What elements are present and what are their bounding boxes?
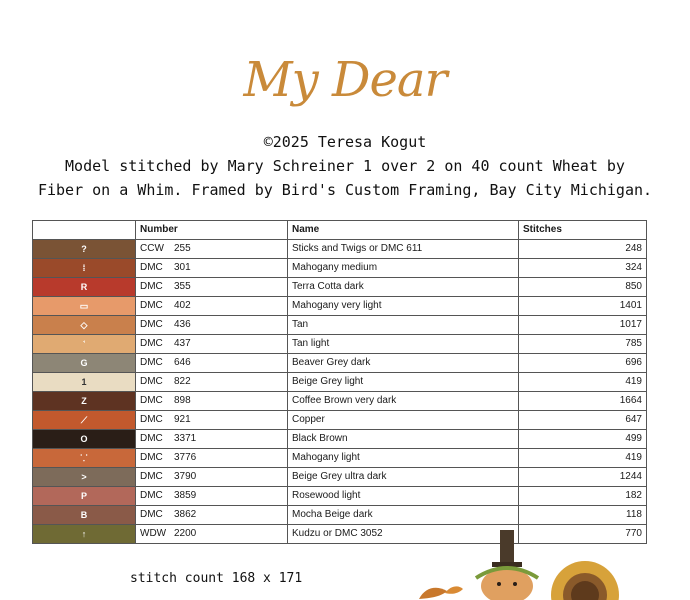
stitch-total: 499	[519, 430, 647, 449]
thread-number	[136, 354, 288, 373]
thread-name: Coffee Brown very dark	[288, 392, 519, 411]
table-row	[33, 240, 647, 259]
thread-code: 3859	[174, 490, 197, 501]
color-swatch: >	[33, 468, 136, 487]
table-row	[33, 506, 647, 525]
stitch-total: 1244	[519, 468, 647, 487]
stitch-total: 182	[519, 487, 647, 506]
header-symbol	[33, 221, 136, 240]
color-swatch: P	[33, 487, 136, 506]
thread-brand: DMC	[140, 300, 163, 311]
color-swatch: 1	[33, 373, 136, 392]
model-credit-line-1: Model stitched by Mary Schreiner 1 over 2 on 40 count Wheat by	[65, 157, 625, 175]
thread-number	[136, 335, 288, 354]
thread-name: Sticks and Twigs or DMC 611	[288, 240, 519, 259]
thread-brand: DMC	[140, 319, 163, 330]
color-swatch: O	[33, 430, 136, 449]
thread-brand: DMC	[140, 471, 163, 482]
thread-name: Beaver Grey dark	[288, 354, 519, 373]
thread-code: 437	[174, 338, 191, 349]
stitch-total: 248	[519, 240, 647, 259]
copyright-line: ©2025 Teresa Kogut	[263, 133, 427, 151]
thread-number	[136, 297, 288, 316]
thread-name: Tan	[288, 316, 519, 335]
thread-code: 3371	[174, 433, 197, 444]
thread-number	[136, 430, 288, 449]
thread-code: 255	[174, 243, 191, 254]
table-row	[33, 297, 647, 316]
thread-brand: DMC	[140, 376, 163, 387]
thread-brand: DMC	[140, 509, 163, 520]
thread-code: 822	[174, 376, 191, 387]
thread-code: 921	[174, 414, 191, 425]
thread-name: Beige Grey light	[288, 373, 519, 392]
table-row	[33, 468, 647, 487]
thread-code: 402	[174, 300, 191, 311]
thread-number	[136, 525, 288, 544]
header-name: Name	[288, 221, 519, 240]
thread-code: 3862	[174, 509, 197, 520]
thread-brand: DMC	[140, 281, 163, 292]
thread-name: Mahogany light	[288, 449, 519, 468]
thread-brand: DMC	[140, 433, 163, 444]
thread-number	[136, 487, 288, 506]
thread-number	[136, 278, 288, 297]
thread-code: 301	[174, 262, 191, 273]
table-row	[33, 316, 647, 335]
scarecrow-artwork-icon	[470, 528, 545, 600]
thread-number	[136, 316, 288, 335]
table-row	[33, 354, 647, 373]
color-swatch: ◇	[33, 316, 136, 335]
table-row	[33, 430, 647, 449]
thread-brand: DMC	[140, 357, 163, 368]
table-row	[33, 259, 647, 278]
thread-name: Black Brown	[288, 430, 519, 449]
thread-brand: WDW	[140, 528, 167, 539]
thread-code: 3790	[174, 471, 197, 482]
thread-brand: DMC	[140, 395, 163, 406]
thread-brand: DMC	[140, 414, 163, 425]
thread-key-table	[32, 220, 647, 544]
header-stitches: Stitches	[519, 221, 647, 240]
page-title: My Dear	[243, 52, 447, 108]
stitch-total: 419	[519, 373, 647, 392]
color-swatch: ⁞	[33, 259, 136, 278]
color-swatch: Z	[33, 392, 136, 411]
table-row	[33, 392, 647, 411]
thread-number	[136, 373, 288, 392]
stitch-total: 647	[519, 411, 647, 430]
table-row	[33, 335, 647, 354]
stitch-total: 770	[519, 525, 647, 544]
thread-code: 646	[174, 357, 191, 368]
stitch-total: 1664	[519, 392, 647, 411]
color-swatch: ▭	[33, 297, 136, 316]
color-swatch	[33, 335, 136, 354]
thread-number	[136, 240, 288, 259]
sunflower-artwork-icon	[547, 555, 623, 600]
stitch-total: 785	[519, 335, 647, 354]
table-header-row	[33, 221, 647, 240]
thread-brand: DMC	[140, 262, 163, 273]
stitch-total: 118	[519, 506, 647, 525]
stitch-count: stitch count 168 x 171	[130, 571, 303, 586]
thread-name: Terra Cotta dark	[288, 278, 519, 297]
thread-code: 355	[174, 281, 191, 292]
stitch-total: 850	[519, 278, 647, 297]
thread-number	[136, 468, 288, 487]
thread-name: Rosewood light	[288, 487, 519, 506]
stitch-total: 324	[519, 259, 647, 278]
thread-brand: DMC	[140, 452, 163, 463]
thread-name: Tan light	[288, 335, 519, 354]
thread-code: 2200	[174, 528, 197, 539]
stitch-total: 1017	[519, 316, 647, 335]
thread-code: 3776	[174, 452, 197, 463]
color-swatch: G	[33, 354, 136, 373]
thread-code: 436	[174, 319, 191, 330]
thread-name: Beige Grey ultra dark	[288, 468, 519, 487]
leaf-artwork-icon	[415, 583, 465, 600]
thread-brand: DMC	[140, 338, 163, 349]
color-swatch: B	[33, 506, 136, 525]
stitch-total: 419	[519, 449, 647, 468]
table-row	[33, 525, 647, 544]
model-credit-line-2: Fiber on a Whim. Framed by Bird's Custom Framing, Bay City Michigan.	[37, 181, 653, 199]
stitch-total: 1401	[519, 297, 647, 316]
table-row	[33, 411, 647, 430]
thread-number	[136, 259, 288, 278]
thread-code: 898	[174, 395, 191, 406]
color-swatch: R	[33, 278, 136, 297]
color-swatch: ⸪	[33, 449, 136, 468]
thread-number	[136, 506, 288, 525]
thread-number	[136, 392, 288, 411]
table-row	[33, 449, 647, 468]
thread-name: Copper	[288, 411, 519, 430]
thread-name: Kudzu or DMC 3052	[288, 525, 519, 544]
thread-brand: DMC	[140, 490, 163, 501]
thread-number	[136, 449, 288, 468]
header-number: Number	[136, 221, 288, 240]
thread-brand: CCW	[140, 243, 164, 254]
thread-number	[136, 411, 288, 430]
color-swatch: ?	[33, 240, 136, 259]
table-row	[33, 278, 647, 297]
color-swatch: ↑	[33, 525, 136, 544]
table-row	[33, 487, 647, 506]
thread-name: Mocha Beige dark	[288, 506, 519, 525]
thread-name: Mahogany medium	[288, 259, 519, 278]
color-swatch: ⟋	[33, 411, 136, 430]
stitch-total: 696	[519, 354, 647, 373]
table-row	[33, 373, 647, 392]
thread-name: Mahogany very light	[288, 297, 519, 316]
